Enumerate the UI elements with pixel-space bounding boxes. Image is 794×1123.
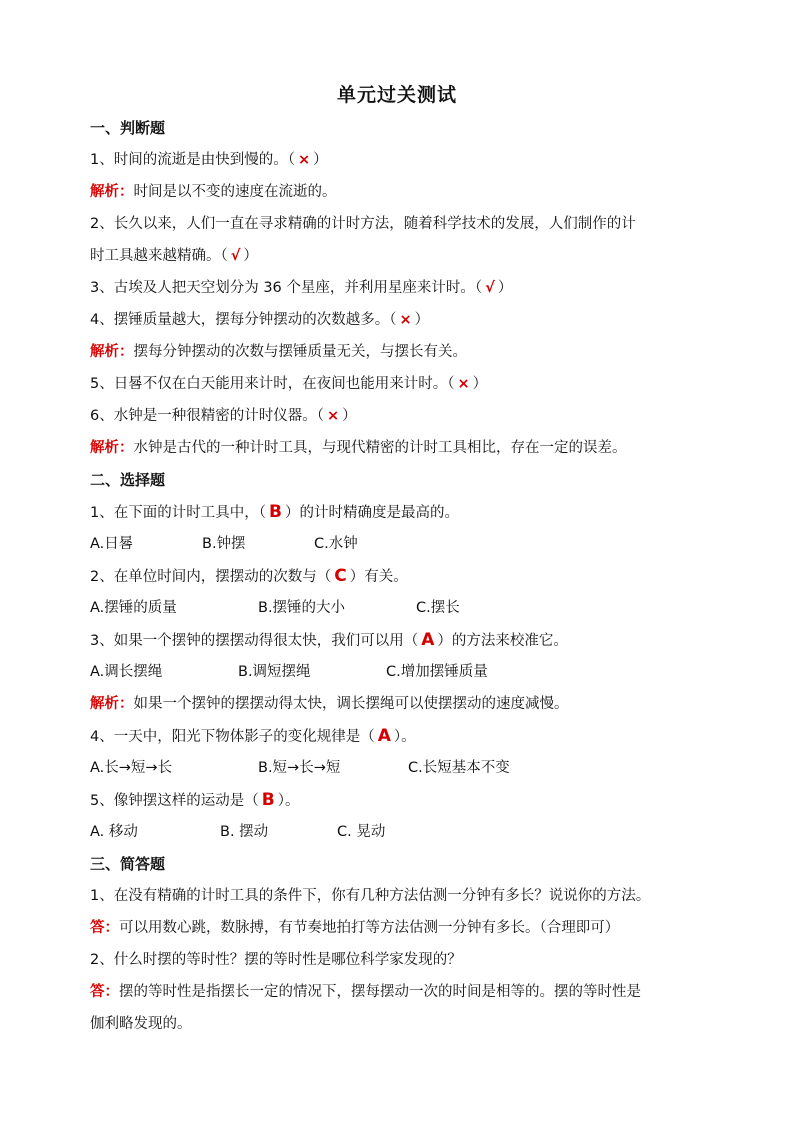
question-text: ）	[414, 312, 430, 328]
answer-label: 答：	[90, 984, 119, 1000]
answer-letter: A	[421, 630, 435, 650]
question-text: 6、水钟是一种很精密的计时仪器。（	[90, 408, 324, 424]
question-text: ）	[342, 408, 357, 424]
judge-question-6	[90, 406, 712, 426]
option-a: A.调长摆绳	[90, 664, 163, 680]
judge-question-2-line-2	[90, 246, 712, 266]
judge-explanation-4	[90, 342, 712, 362]
choice-options-4	[90, 758, 712, 778]
explanation-label: 解析：	[90, 440, 134, 456]
option-b: B. 摆动	[220, 824, 269, 840]
question-text: ）	[497, 280, 513, 296]
option-a: A. 移动	[90, 824, 138, 840]
explanation-text: 如果一个摆钟的摆摆动得太快，调长摆绳可以使摆摆动的速度减慢。	[133, 696, 569, 712]
question-text: ）有关。	[349, 569, 408, 585]
question-text: ）的计时精确度是最高的。	[284, 505, 459, 521]
question-text: 3、古埃及人把天空划分为 36 个星座，并利用星座来计时。（	[90, 280, 483, 296]
answer-text: 可以用数心跳，数脉搏，有节奏地拍打等方法估测一分钟有多长。（合理即可）	[119, 920, 620, 936]
answer-letter: C	[334, 566, 347, 586]
explanation-text: 水钟是古代的一种计时工具，与现代精密的计时工具相比，存在一定的误差。	[133, 440, 627, 456]
choice-question-2	[90, 566, 712, 587]
option-b: B.调短摆绳	[238, 664, 311, 680]
option-c: C.水钟	[314, 536, 358, 552]
question-text: 5、像钟摆这样的运动是（	[90, 793, 259, 809]
question-text: 2、在单位时间内，摆摆动的次数与（	[90, 569, 332, 585]
answer-text: 摆的等时性是指摆长一定的情况下，摆每摆动一次的时间是相等的。摆的等时性是	[119, 984, 641, 1000]
question-text: ）	[313, 152, 328, 168]
option-c: C.摆长	[416, 600, 460, 616]
question-text: ）	[472, 376, 488, 392]
section-heading-short: 三、简答题	[90, 855, 166, 873]
option-a: A.摆锤的质量	[90, 600, 177, 616]
question-text: ）的方法来校准它。	[437, 633, 568, 649]
answer-mark: ×	[399, 312, 412, 328]
option-a: A.日晷	[90, 536, 134, 552]
explanation-label: 解析：	[90, 344, 134, 360]
judge-question-5	[90, 374, 712, 394]
choice-question-5	[90, 790, 712, 811]
choice-question-4	[90, 726, 712, 747]
choice-explanation-3	[90, 694, 712, 714]
choice-question-3	[90, 630, 712, 651]
question-text: 4、一天中，阳光下物体影子的变化规律是（	[90, 729, 375, 745]
judge-question-4	[90, 310, 712, 330]
option-b: B.钟摆	[202, 536, 246, 552]
explanation-label: 解析：	[90, 696, 134, 712]
answer-mark: √	[230, 248, 241, 264]
answer-letter: B	[261, 790, 275, 810]
section-heading-judge: 一、判断题	[90, 119, 166, 137]
answer-mark: ×	[457, 376, 470, 392]
choice-options-1	[90, 534, 712, 554]
page-title: 单元过关测试	[336, 84, 457, 106]
option-a: A.长→短→长	[90, 760, 173, 776]
option-c: C.增加摆锤质量	[386, 664, 488, 680]
answer-mark: √	[485, 280, 495, 296]
answer-mark: ×	[297, 152, 311, 168]
short-answer-2-line-2: 伽利略发现的。	[90, 1016, 192, 1032]
option-b: B.短→长→短	[258, 760, 341, 776]
explanation-text: 摆每分钟摆动的次数与摆锤质量无关，与摆长有关。	[133, 344, 467, 360]
explanation-text: 时间是以不变的速度在流逝的。	[133, 184, 337, 200]
question-text: 5、日晷不仅在白天能用来计时，在夜间也能用来计时。（	[90, 376, 455, 392]
choice-question-1	[90, 502, 712, 523]
answer-mark: ×	[326, 408, 340, 424]
choice-options-2	[90, 598, 712, 618]
short-answer-1	[90, 918, 712, 938]
question-text: 4、摆锤质量越大，摆每分钟摆动的次数越多。（	[90, 312, 397, 328]
judge-question-1	[90, 150, 712, 170]
question-text: ）。	[393, 729, 416, 745]
judge-explanation-1	[90, 182, 712, 202]
question-text: 时工具越来越精确。（	[90, 248, 228, 264]
option-b: B.摆锤的大小	[258, 600, 346, 616]
question-text: 1、在下面的计时工具中，（	[90, 505, 266, 521]
section-heading-choice: 二、选择题	[90, 471, 166, 489]
judge-question-3	[90, 278, 712, 298]
option-c: C. 晃动	[337, 824, 386, 840]
answer-letter: B	[268, 502, 282, 522]
judge-explanation-6	[90, 438, 712, 458]
judge-question-2-line-1: 2、长久以来，人们一直在寻求精确的计时方法，随着科学技术的发展，人们制作的计	[90, 216, 636, 232]
choice-options-5	[90, 822, 712, 842]
short-question-1: 1、在没有精确的计时工具的条件下，你有几种方法估测一分钟有多长？说说你的方法。	[90, 888, 651, 904]
question-text: ）。	[277, 793, 300, 809]
question-text: 3、如果一个摆钟的摆摆动得很太快，我们可以用（	[90, 633, 419, 649]
explanation-label: 解析：	[90, 184, 134, 200]
answer-label: 答：	[90, 920, 119, 936]
short-answer-2-line-1	[90, 982, 712, 1002]
choice-options-3	[90, 662, 712, 682]
short-question-2: 2、什么时摆的等时性？摆的等时性是哪位科学家发现的？	[90, 952, 462, 968]
answer-letter: A	[377, 726, 391, 746]
option-c: C.长短基本不变	[408, 760, 510, 776]
question-text: 1、时间的流逝是由快到慢的。（	[90, 152, 295, 168]
question-text: ）	[243, 248, 258, 264]
